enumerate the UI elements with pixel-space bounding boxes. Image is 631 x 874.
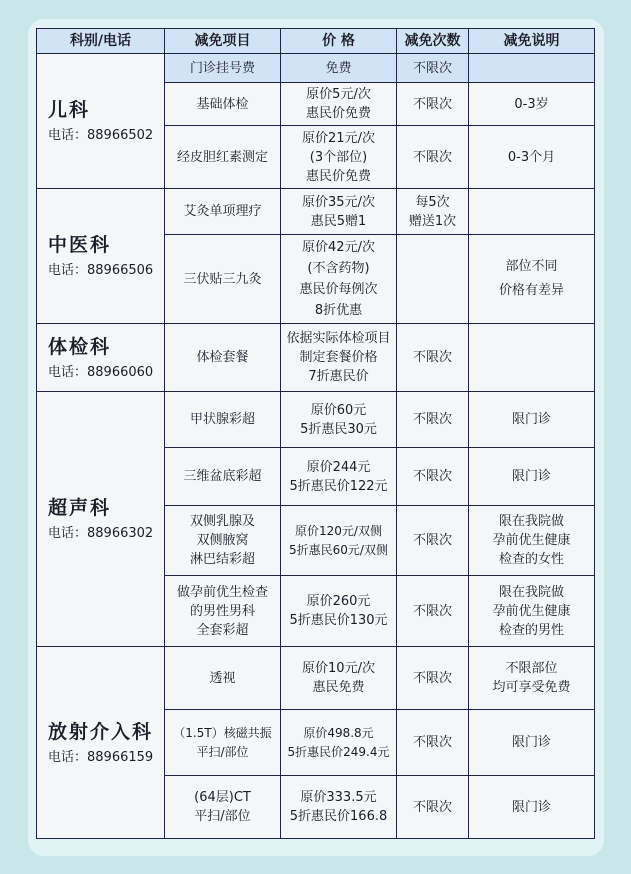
price-cell: 原价21元/次 (3个部位) 惠民价免费	[281, 126, 397, 189]
note-cell	[469, 324, 595, 392]
discount-table	[36, 28, 595, 839]
times-cell: 不限次	[397, 710, 469, 776]
times-cell: 不限次	[397, 83, 469, 126]
price-cell: 原价35元/次 惠民5赠1	[281, 189, 397, 235]
header-times: 减免次数	[397, 29, 469, 54]
item-cell: 门诊挂号费	[165, 54, 281, 83]
table-header-row	[37, 29, 595, 54]
times-cell: 不限次	[397, 506, 469, 576]
price-cell: 原价260元 5折惠民价130元	[281, 576, 397, 647]
times-cell: 每5次 赠送1次	[397, 189, 469, 235]
times-cell: 不限次	[397, 576, 469, 647]
item-cell: 甲状腺彩超	[165, 392, 281, 448]
times-cell: 不限次	[397, 54, 469, 83]
item-cell: 体检套餐	[165, 324, 281, 392]
note-cell: 限门诊	[469, 448, 595, 506]
department-name: 放射介入科	[48, 720, 154, 743]
note-cell: 不限部位 均可享受免费	[469, 647, 595, 710]
times-cell: 不限次	[397, 392, 469, 448]
note-cell	[469, 189, 595, 235]
note-cell: 0-3岁	[469, 83, 595, 126]
note-cell	[469, 54, 595, 83]
department-name: 体检科	[48, 335, 112, 358]
price-cell: 原价60元 5折惠民30元	[281, 392, 397, 448]
table-row	[37, 647, 595, 710]
department-cell	[37, 647, 165, 839]
department-cell	[37, 324, 165, 392]
times-cell: 不限次	[397, 324, 469, 392]
note-cell: 限门诊	[469, 776, 595, 839]
times-cell: 不限次	[397, 647, 469, 710]
item-cell: (64层)CT 平扫/部位	[165, 776, 281, 839]
price-cell: 原价120元/双侧 5折惠民60元/双侧	[281, 506, 397, 576]
times-cell: 不限次	[397, 126, 469, 189]
header-price: 价 格	[281, 29, 397, 54]
department-phone: 电话：88966506	[48, 263, 154, 278]
header-department: 科别/电话	[37, 29, 165, 54]
times-cell: 不限次	[397, 776, 469, 839]
price-cell: 原价5元/次 惠民价免费	[281, 83, 397, 126]
item-cell: 经皮胆红素测定	[165, 126, 281, 189]
item-cell: 三维盆底彩超	[165, 448, 281, 506]
department-name: 超声科	[48, 497, 112, 519]
item-cell: 基础体检	[165, 83, 281, 126]
note-cell: 限在我院做 孕前优生健康 检查的女性	[469, 506, 595, 576]
price-cell: 原价333.5元 5折惠民价166.8	[281, 776, 397, 839]
times-cell: 不限次	[397, 448, 469, 506]
item-cell: 透视	[165, 647, 281, 710]
item-cell: 三伏贴三九灸	[165, 235, 281, 324]
table-row	[37, 392, 595, 448]
item-cell: （1.5T）核磁共振 平扫/部位	[165, 710, 281, 776]
header-note: 减免说明	[469, 29, 595, 54]
times-cell	[397, 235, 469, 324]
department-name: 儿科	[48, 99, 91, 121]
item-cell: 双侧乳腺及 双侧腋窝 淋巴结彩超	[165, 506, 281, 576]
note-cell: 限门诊	[469, 710, 595, 776]
department-cell	[37, 189, 165, 324]
department-phone: 电话：88966159	[48, 749, 154, 765]
table-row	[37, 54, 595, 83]
department-cell	[37, 392, 165, 647]
table-row	[37, 324, 595, 392]
item-cell: 艾灸单项理疗	[165, 189, 281, 235]
price-cell: 原价10元/次 惠民免费	[281, 647, 397, 710]
department-phone: 电话：88966302	[48, 526, 154, 541]
price-cell: 原价498.8元 5折惠民价249.4元	[281, 710, 397, 776]
department-phone: 电话：88966060	[48, 364, 154, 380]
department-name: 中医科	[48, 234, 112, 256]
note-cell: 0-3个月	[469, 126, 595, 189]
note-cell: 部位不同 价格有差异	[469, 235, 595, 324]
item-cell: 做孕前优生检查 的男性男科 全套彩超	[165, 576, 281, 647]
header-item: 减免项目	[165, 29, 281, 54]
price-cell: 依据实际体检项目 制定套餐价格 7折惠民价	[281, 324, 397, 392]
department-phone: 电话：88966502	[48, 128, 154, 143]
department-cell	[37, 54, 165, 189]
note-cell: 限门诊	[469, 392, 595, 448]
note-cell: 限在我院做 孕前优生健康 检查的男性	[469, 576, 595, 647]
price-cell: 免费	[281, 54, 397, 83]
table-row	[37, 189, 595, 235]
price-cell: 原价244元 5折惠民价122元	[281, 448, 397, 506]
price-cell: 原价42元/次 (不含药物) 惠民价每例次 8折优惠	[281, 235, 397, 324]
